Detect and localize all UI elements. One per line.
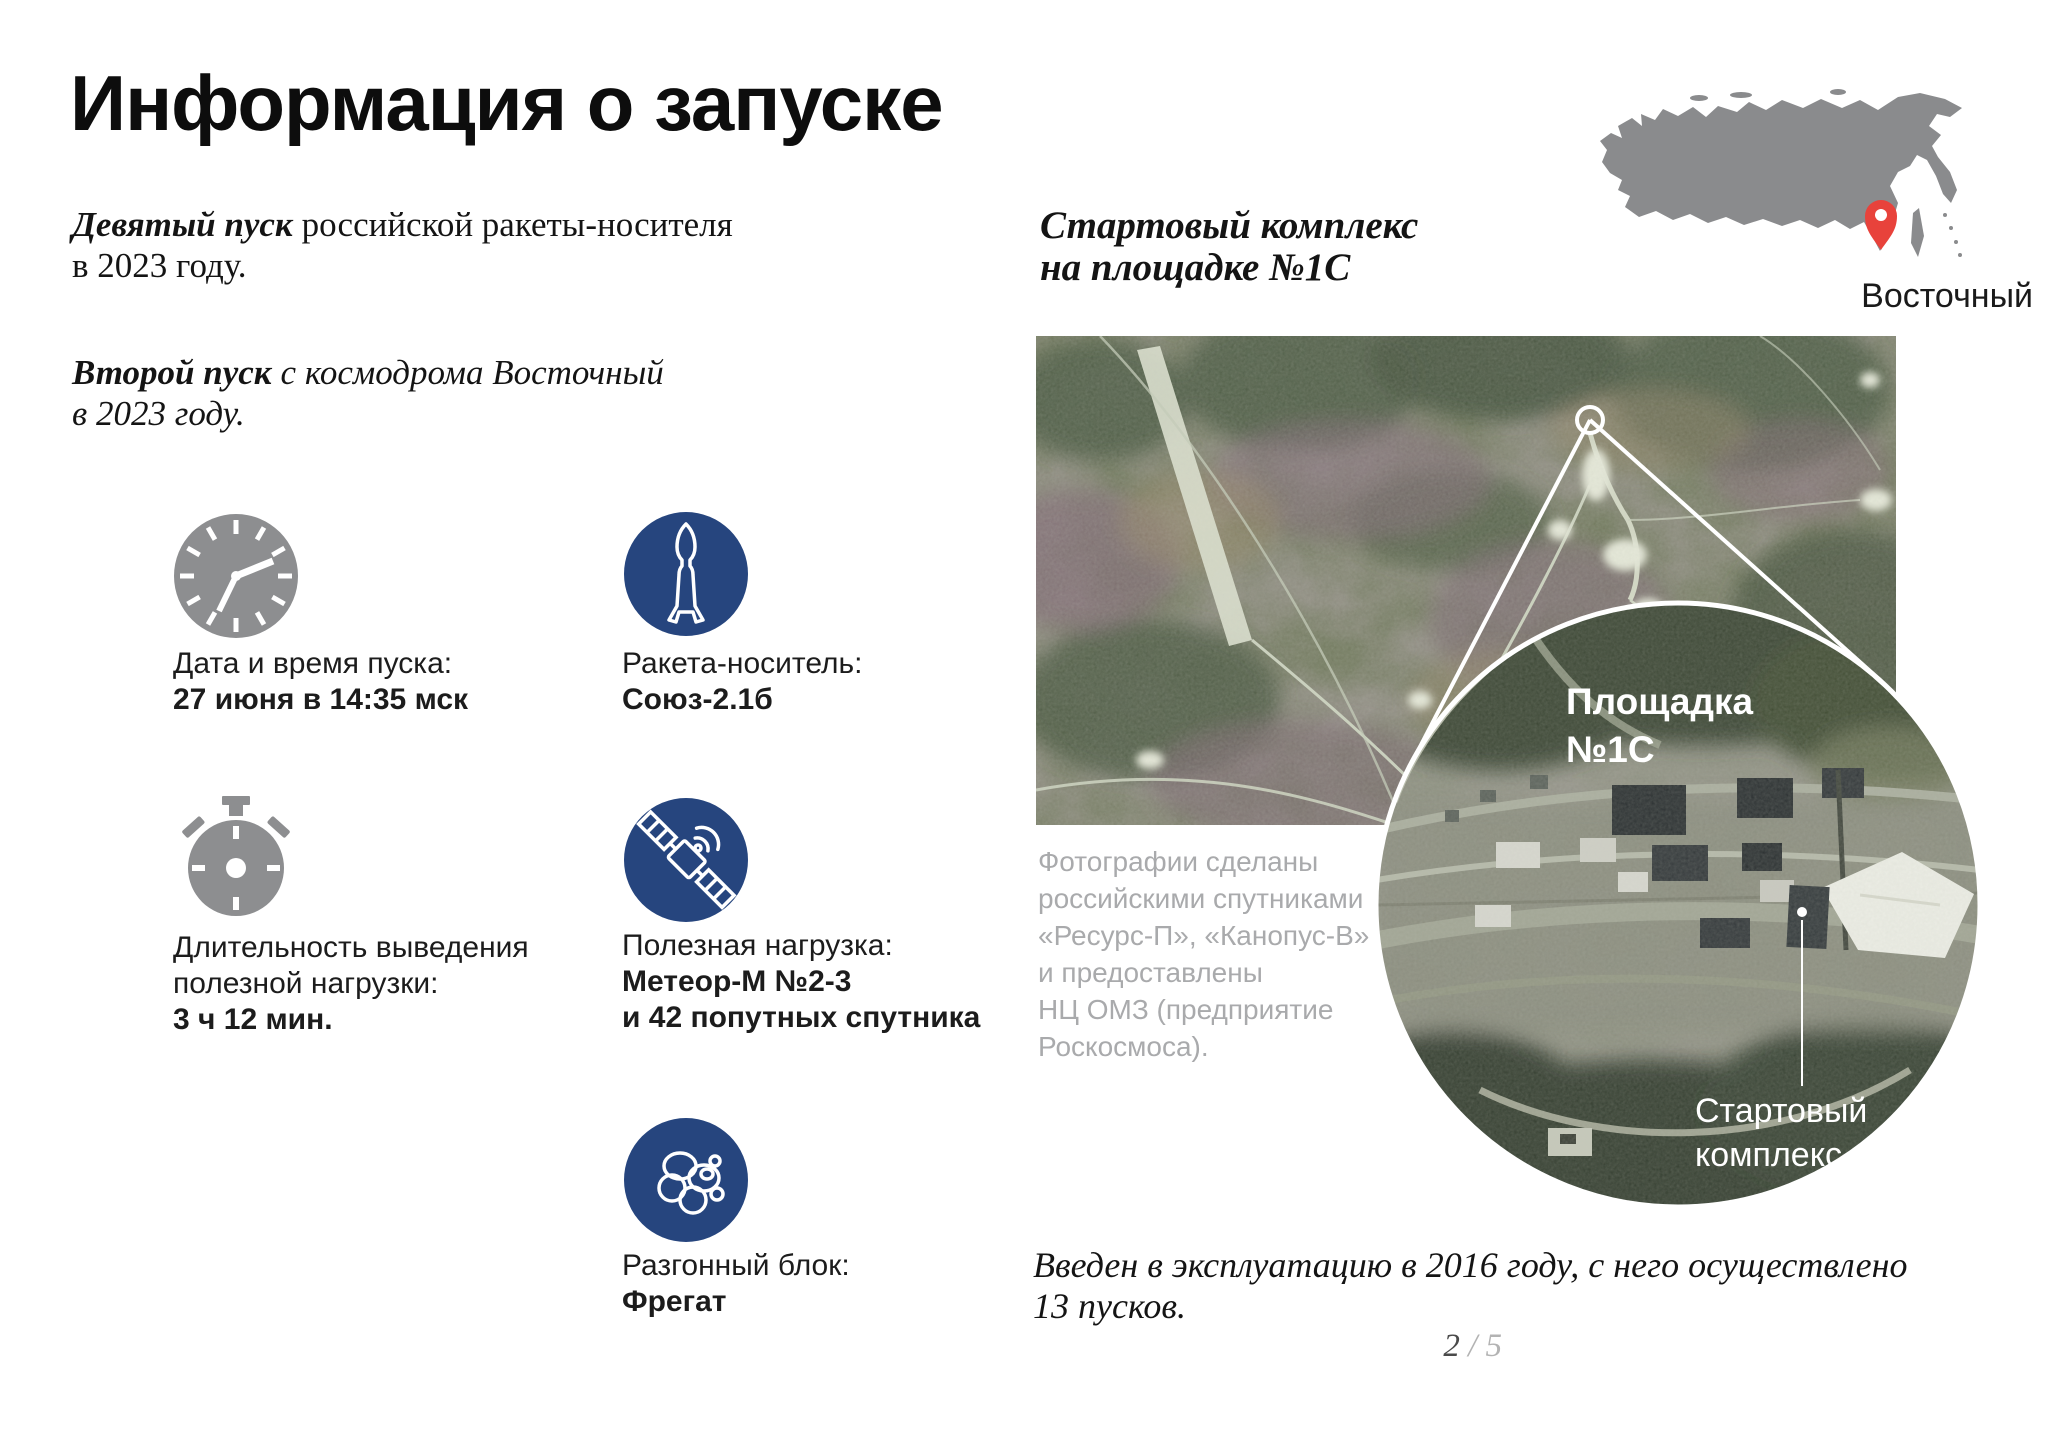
- russia-map: [1600, 89, 1962, 257]
- intro-1-bold: Девятый пуск: [72, 205, 293, 244]
- fact-upper-stage-value: Фрегат: [622, 1285, 727, 1318]
- photo-caption-line2: российскими спутниками: [1038, 883, 1364, 914]
- page-number-current: 2: [1443, 1328, 1460, 1364]
- fact-payload: [622, 928, 980, 1036]
- fact-datetime: [173, 646, 468, 718]
- satellite-icon: [622, 796, 750, 924]
- clock-icon: [172, 512, 300, 640]
- photo-caption-line4: и предоставлены: [1038, 957, 1263, 988]
- stopwatch-icon: [172, 794, 300, 922]
- fact-upper-stage: [622, 1248, 850, 1320]
- fact-payload-label: Полезная нагрузка:: [622, 929, 893, 962]
- intro-1-rest: российской ракеты-носителя: [301, 205, 733, 244]
- map-site-label: Восточный: [1861, 277, 2033, 315]
- fact-duration: [173, 930, 529, 1038]
- intro-2-line2: в 2023 году.: [72, 394, 245, 433]
- inset-pad-label-line2: комплекс: [1695, 1136, 1842, 1174]
- intro-paragraph-2: [72, 352, 664, 434]
- fact-datetime-label: Дата и время пуска:: [173, 647, 453, 680]
- intro-paragraph-1: [72, 204, 733, 286]
- inset-site-label-line2: №1С: [1566, 729, 1655, 770]
- photo-caption-line6: Роскосмоса).: [1038, 1031, 1209, 1062]
- fact-duration-value: 3 ч 12 мин.: [173, 1003, 333, 1036]
- inset-pad-label-line1: Стартовый: [1695, 1092, 1868, 1130]
- fact-payload-value-2: и 42 попутных спутника: [622, 1001, 981, 1034]
- fact-rocket-value: Союз-2.1б: [622, 683, 773, 716]
- fact-duration-label-2: полезной нагрузки:: [173, 967, 439, 1000]
- fact-payload-value-1: Метеор-М №2-3: [622, 965, 852, 998]
- page-number-total: 5: [1485, 1328, 1502, 1364]
- fact-datetime-value: 27 июня в 14:35 мск: [173, 683, 469, 716]
- photo-caption: [1038, 843, 1383, 1065]
- photo-caption-line1: Фотографии сделаны: [1038, 846, 1319, 877]
- fact-rocket-label: Ракета-носитель:: [622, 647, 863, 680]
- fregat-icon: [622, 1116, 750, 1244]
- location-pin-icon: [1865, 200, 1897, 250]
- rocket-icon: [622, 510, 750, 638]
- fact-duration-label-1: Длительность выведения: [173, 931, 529, 964]
- page-number-separator: /: [1468, 1328, 1478, 1364]
- pad-pointer-dot: [1797, 907, 1807, 917]
- intro-1-line2: в 2023 году.: [72, 246, 247, 285]
- section-heading-line1: Стартовый комплекс: [1040, 204, 1419, 247]
- inset-site-label-line1: Площадка: [1566, 681, 1754, 722]
- intro-2-bold: Второй пуск: [72, 353, 272, 392]
- intro-2-rest: с космодрома Восточный: [280, 353, 664, 392]
- footer-note-line2: 13 пусков.: [1033, 1286, 1187, 1326]
- page-number: [1302, 1328, 1502, 1365]
- section-heading: [1040, 205, 1418, 289]
- page-title: Информация о запуске: [70, 59, 943, 147]
- photo-caption-line5: НЦ ОМЗ (предприятие: [1038, 994, 1334, 1025]
- section-heading-line2: на площадке №1С: [1040, 246, 1351, 289]
- fact-upper-stage-label: Разгонный блок:: [622, 1249, 850, 1282]
- footer-note: [1033, 1245, 1907, 1327]
- footer-note-line1: Введен в эксплуатацию в 2016 году, с него осуществлено: [1033, 1245, 1908, 1285]
- photo-caption-line3: «Ресурс-П», «Канопус-В»: [1038, 920, 1370, 951]
- fact-rocket: [622, 646, 863, 718]
